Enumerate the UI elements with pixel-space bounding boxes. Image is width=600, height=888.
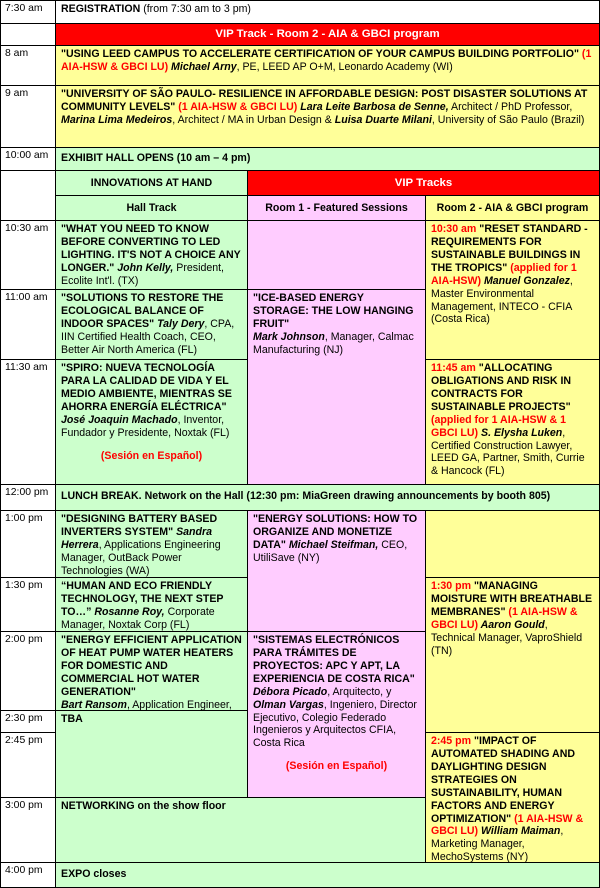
hall-session-1130: "SPIRO: NUEVA TECNOLOGÍA PARA LA CALIDAD DE VIDA Y EL MEDIO AMBIENTE, MIENTRAS SE AHORRA ENERGÍA ELÉCTRICA" José Joaquin Machado, Inventor, Fundador y Presidente, Noxtak (FL) (Sesión en Español) <box>55 359 248 485</box>
hall-session-1100: "SOLUTIONS TO RESTORE THE ECOLOGICAL BALANCE OF INDOOR SPACES" Taly Dery, CPA, IIN Certified Health Coach, CEO, Better Air North America (FL) <box>55 289 248 360</box>
time-1400: 2:00 pm <box>0 631 56 711</box>
room1-session-1100: "ICE-BASED ENERGY STORAGE: THE LOW HANGING FRUIT" Mark Johnson, Manager, Calmac Manufacturing (NJ) <box>247 289 426 485</box>
room2-header: Room 2 - AIA & GBCI program <box>425 195 600 221</box>
vip-tracks-header: VIP Tracks <box>247 170 600 196</box>
exhibit-hall-row: EXHIBIT HALL OPENS (10 am – 4 pm) <box>55 147 600 171</box>
room2-blank-1300 <box>425 510 600 578</box>
registration-title: REGISTRATION <box>61 3 141 15</box>
hall-session-1330: “HUMAN AND ECO FRIENDLY TECHNOLOGY, THE NEXT STEP TO…” Rosanne Roy, Corporate Manager, Noxtak Corp (FL) <box>55 577 248 632</box>
time-1100: 11:00 am <box>0 289 56 360</box>
room2-session-1330: 1:30 pm "MANAGING MOISTURE WITH BREATHABLE MEMBRANES" (1 AIA-HSW & GBCI LU) Aaron Gould, Technical Manager, VaproShield (TN) <box>425 577 600 733</box>
time-1130: 11:30 am <box>0 359 56 485</box>
time-730: 7:30 am <box>0 0 56 24</box>
room1-header: Room 1 - Featured Sessions <box>247 195 426 221</box>
session-900: "UNIVERSITY OF SÃO PAULO- RESILIENCE IN AFFORDABLE DESIGN: POST DISASTER SOLUTIONS AT COMMUNITY LEVELS" (1 AIA-HSW & GBCI LU) Lara Leite Barbosa de Senne, Architect / PhD Professor, Marina Lima Medeiros, Architect / MA in Urban Design & Luisa Duarte Milani, University of São Paulo (Brazil) <box>55 85 600 148</box>
time-1330: 1:30 pm <box>0 577 56 632</box>
time-1300: 1:00 pm <box>0 510 56 578</box>
vip-room2-header: VIP Track - Room 2 - AIA & GBCI program <box>55 23 600 46</box>
session-800: "USING LEED CAMPUS TO ACCELERATE CERTIFICATION OF YOUR CAMPUS BUILDING PORTFOLIO" (1 AIA-HSW & GBCI LU) Michael Arny, PE, LEED AP O+M, Leonardo Academy (WI) <box>55 45 600 86</box>
hall-session-1400: "ENERGY EFFICIENT APPLICATION OF HEAT PUMP WATER HEATERS FOR DOMESTIC AND COMMERCIAL HOT WATER GENERATION" Bart Ransom, Application Engineer, <box>55 631 248 711</box>
hall-track-header: Hall Track <box>55 195 248 221</box>
time-1600: 4:00 pm <box>0 862 56 888</box>
time-1030: 10:30 am <box>0 220 56 290</box>
time-1430: 2:30 pm <box>0 710 56 733</box>
networking-row: NETWORKING on the show floor <box>55 797 426 863</box>
spanish-session-label-2: (Sesión en Español) <box>285 760 388 773</box>
lunch-row: LUNCH BREAK. Network on the Hall (12:30 pm: MiaGreen drawing announcements by booth 805) <box>55 484 600 511</box>
registration-row: REGISTRATION (from 7:30 am to 3 pm) <box>55 0 600 24</box>
expo-closes-row: EXPO closes <box>55 862 600 888</box>
room2-session-1030: 10:30 am "RESET STANDARD - REQUIREMENTS FOR SUSTAINABLE BUILDINGS IN THE TROPICS" (applied for 1 AIA-HSW) Manuel Gonzalez, Master Environmental Management, INTECO - CFIA (Costa Rica) <box>425 220 600 360</box>
time-blank-2 <box>0 170 56 221</box>
spanish-session-label: (Sesión en Español) <box>100 449 203 462</box>
time-900: 9 am <box>0 85 56 148</box>
time-1200: 12:00 pm <box>0 484 56 511</box>
time-1445: 2:45 pm <box>0 732 56 798</box>
time-1000: 10:00 am <box>0 147 56 171</box>
time-blank-1 <box>0 23 56 46</box>
room1-session-1300: "ENERGY SOLUTIONS: HOW TO ORGANIZE AND MONETIZE DATA" Michael Steifman, CEO, UtiliSave (NY) <box>247 510 426 632</box>
room2-session-1445: 2:45 pm "IMPACT OF AUTOMATED SHADING AND DAYLIGHTING DESIGN STRATEGIES ON SUSTAINABILITY, HUMAN FACTORS AND ENERGY OPTIMIZATION" (1 AIA-HSW & GBCI LU) William Maiman, Marketing Manager, MechoSystems (NY) <box>425 732 600 863</box>
room2-session-1145: 11:45 am "ALLOCATING OBLIGATIONS AND RISK IN CONTRACTS FOR SUSTAINABLE PROJECTS" (applied for 1 AIA-HSW & 1 GBCI LU) S. Elysha Luken, Certified Construction Lawyer, LEED GA, Partner, Smith, Currie & Hancock (FL) <box>425 359 600 485</box>
innovations-header: INNOVATIONS AT HAND <box>55 170 248 196</box>
time-800: 8 am <box>0 45 56 86</box>
hall-session-1030: "WHAT YOU NEED TO KNOW BEFORE CONVERTING TO LED LIGHTING. IT'S NOT A CHOICE ANY LONGER." John Kelly, President, Ecolite Int'l. (TX) <box>55 220 248 290</box>
hall-session-1430-tba: TBA <box>55 710 248 798</box>
time-1500: 3:00 pm <box>0 797 56 863</box>
hall-session-1300: "DESIGNING BATTERY BASED INVERTERS SYSTEM" Sandra Herrera, Applications Engineering Manager, OutBack Power Technologies (WA) <box>55 510 248 578</box>
room1-session-1400: "SISTEMAS ELECTRÓNICOS PARA TRÁMITES DE PROYECTOS: APC Y APT, LA EXPERIENCIA DE COSTA RICA" Débora Picado, Arquitecto, y Olman Vargas, Ingeniero, Director Ejecutivo, Colegio Federado Ingenieros y Arquitectos CFIA, Costa Rica (Sesión en Español) <box>247 631 426 798</box>
room1-blank-1030 <box>247 220 426 290</box>
